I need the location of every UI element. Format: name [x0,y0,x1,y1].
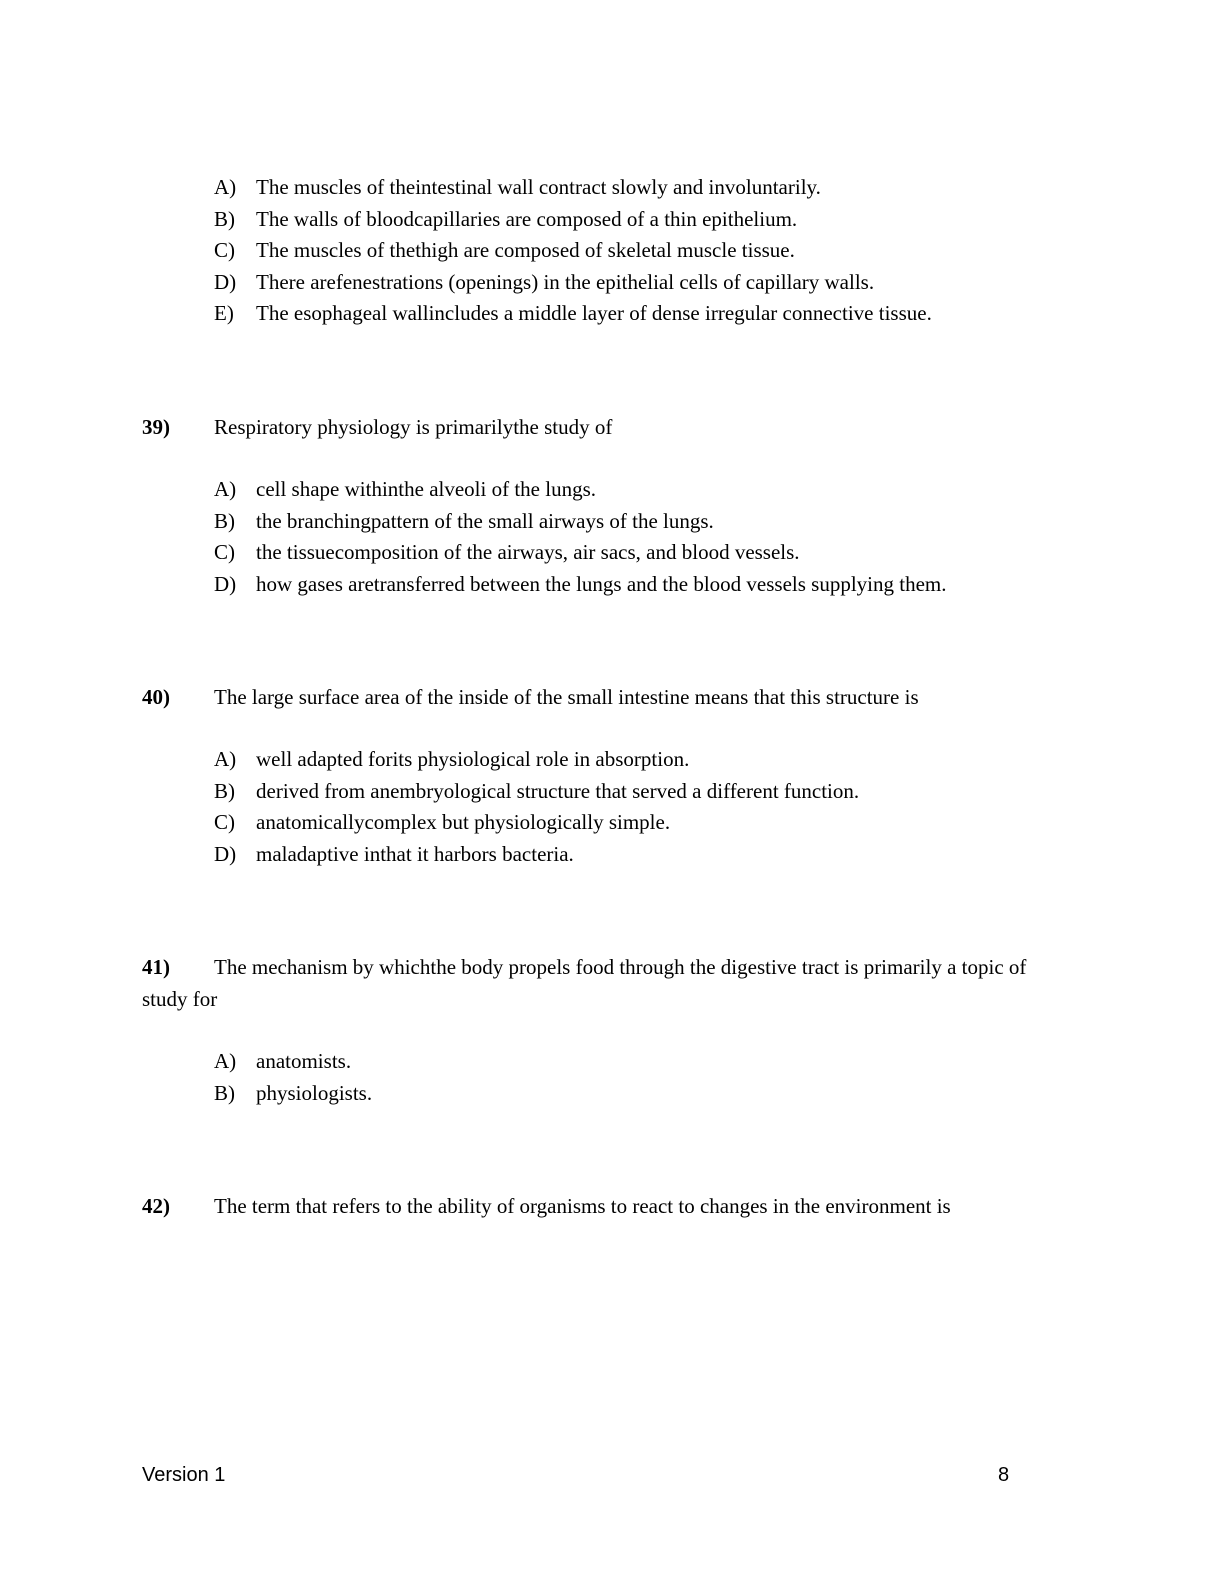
q39-option-d [214,569,947,601]
q38-option-d [214,267,932,299]
option-letter: E) [214,301,234,326]
option-text: derived from anembryological structure that served a different function. [256,778,860,803]
option-text: The muscles of theintestinal wall contract slowly and involuntarily. [256,175,821,199]
option-text: cell shape withinthe alveoli of the lungs. [256,477,596,501]
q41-options [214,1046,372,1109]
option-text: physiologists. [256,1080,373,1105]
option-text: well adapted forits physiological role in absorption. [256,747,690,771]
q40-option-a [214,744,859,776]
q40-options [214,744,859,870]
q38-option-a [214,172,932,204]
q38-option-e [214,298,932,330]
option-letter: C) [214,238,235,263]
option-letter: C) [214,540,235,565]
footer-page-number: 8 [998,1464,1010,1486]
q39-option-c [214,537,947,569]
q38-option-c [214,235,932,267]
q40-option-d [214,839,859,871]
option-letter: A) [214,477,237,501]
option-text: There arefenestrations (openings) in the epithelial cells of capillary walls. [256,269,875,294]
option-letter: B) [214,206,235,231]
q38-option-b [214,204,932,236]
option-letter: A) [214,747,237,771]
question-text: Respiratory physiology is primarilythe study of [214,415,613,439]
question-text: The mechanism by whichthe body propels food through the digestive tract is primarily a topic of study for [142,955,1027,1011]
question-number: 42) [142,1194,170,1218]
q41-option-b [214,1078,372,1110]
option-text: The esophageal wallincludes a middle layer of dense irregular connective tissue. [256,301,932,326]
option-letter: D) [214,841,237,866]
q40-option-c [214,807,859,839]
option-text: how gases aretransferred between the lungs and the blood vessels supplying them. [256,571,947,596]
option-letter: B) [214,508,235,533]
option-letter: D) [214,571,237,596]
question-number: 39) [142,415,170,439]
option-text: maladaptive inthat it harbors bacteria. [256,841,574,866]
option-text: The walls of bloodcapillaries are composed of a thin epithelium. [256,206,798,231]
question-42 [142,1191,1072,1223]
question-40 [142,682,1072,714]
option-text: the branchingpattern of the small airways of the lungs. [256,508,714,533]
question-41 [142,952,1072,1015]
q38-options [214,172,932,330]
q40-option-b [214,776,859,808]
q39-option-b [214,506,947,538]
option-letter: B) [214,1080,235,1105]
option-letter: C) [214,810,235,835]
question-text: The large surface area of the inside of the small intestine means that this structure is [214,685,919,709]
option-letter: B) [214,778,235,803]
option-text: The muscles of thethigh are composed of skeletal muscle tissue. [256,238,795,263]
option-letter: A) [214,1049,237,1073]
question-number: 41) [142,955,170,979]
option-letter: D) [214,269,237,294]
question-39 [142,412,1072,444]
option-text: anatomists. [256,1049,352,1073]
footer-version: Version 1 [142,1464,226,1486]
option-letter: A) [214,175,237,199]
option-text: the tissuecomposition of the airways, air sacs, and blood vessels. [256,540,800,565]
q41-option-a [214,1046,372,1078]
option-text: anatomicallycomplex but physiologically simple. [256,810,671,835]
q39-options [214,474,947,600]
question-number: 40) [142,685,170,709]
question-text: The term that refers to the ability of organisms to react to changes in the environment is [214,1194,951,1218]
q39-option-a [214,474,947,506]
